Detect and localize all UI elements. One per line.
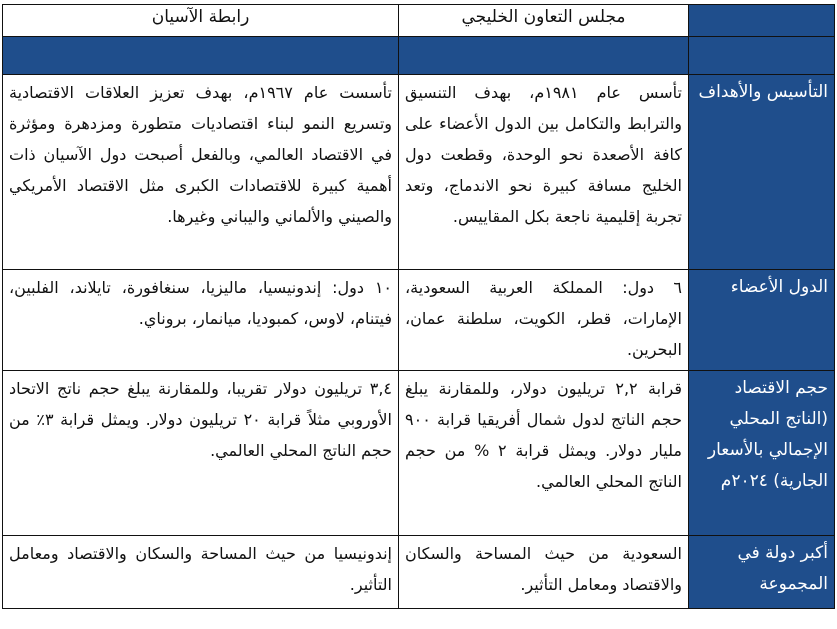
row-label-largest-country: أكبر دولة في المجموعة — [689, 536, 835, 609]
cell-gcc-members: ٦ دول: المملكة العربية السعودية، الإمارات، قطر، الكويت، سلطنة عمان، البحرين. — [399, 270, 689, 371]
cell-gcc-largest-country: السعودية من حيث المساحة والسكان والاقتصاد ومعامل التأثير. — [399, 536, 689, 609]
table-row — [3, 536, 835, 609]
row-label-members: الدول الأعضاء — [689, 270, 835, 371]
cell-asean-economy-size: ٣,٤ تريليون دولار تقريبا، وللمقارنة يبلغ حجم ناتج الاتحاد الأوروبي مثلاً قرابة ٢٠ تريليون دولار. ويمثل قرابة ٣٪ من حجم الناتج المحلي العالمي. — [3, 371, 399, 536]
header-asean: رابطة الآسيان — [3, 5, 399, 37]
table-row — [3, 371, 835, 536]
header-row — [3, 5, 835, 37]
row-label-founding: التأسيس والأهداف — [689, 75, 835, 270]
comparison-table — [2, 4, 835, 609]
band-cell — [689, 37, 835, 75]
cell-gcc-founding: تأسس عام ١٩٨١م، بهدف التنسيق والترابط والتكامل بين الدول الأعضاء على كافة الأصعدة نحو الوحدة، وقطعت دول الخليج مسافة كبيرة نحو الاندماج، وتعد تجربة إقليمية ناجعة بكل المقاييس. — [399, 75, 689, 270]
band-cell — [3, 37, 399, 75]
header-band-row — [3, 37, 835, 75]
cell-asean-largest-country: إندونيسيا من حيث المساحة والسكان والاقتصاد ومعامل التأثير. — [3, 536, 399, 609]
cell-asean-founding: تأسست عام ١٩٦٧م، بهدف تعزيز العلاقات الاقتصادية وتسريع النمو لبناء اقتصاديات متطورة ومزدهرة ومؤثرة في الاقتصاد العالمي، وبالفعل أصبحت دول الآسيان ذات أهمية كبيرة للاقتصادات الكبرى مثل الاقتصاد الأمريكي والصيني والألماني واليباني وغيرها. — [3, 75, 399, 270]
header-corner-cell — [689, 5, 835, 37]
cell-asean-members: ١٠ دول: إندونيسيا، ماليزيا، سنغافورة، تايلاند، الفلبين، فيتنام، لاوس، كمبوديا، ميانمار، بروناي. — [3, 270, 399, 371]
row-label-economy-size: حجم الاقتصاد (الناتج المحلي الإجمالي بالأسعار الجارية) ٢٠٢٤م — [689, 371, 835, 536]
band-cell — [399, 37, 689, 75]
table-row — [3, 75, 835, 270]
cell-gcc-economy-size: قرابة ٢,٢ تريليون دولار، وللمقارنة يبلغ حجم الناتج لدول شمال أفريقيا قرابة ٩٠٠ مليار دولار. ويمثل قرابة ٢ % من حجم الناتج المحلي العالمي. — [399, 371, 689, 536]
table-row — [3, 270, 835, 371]
header-gcc: مجلس التعاون الخليجي — [399, 5, 689, 37]
